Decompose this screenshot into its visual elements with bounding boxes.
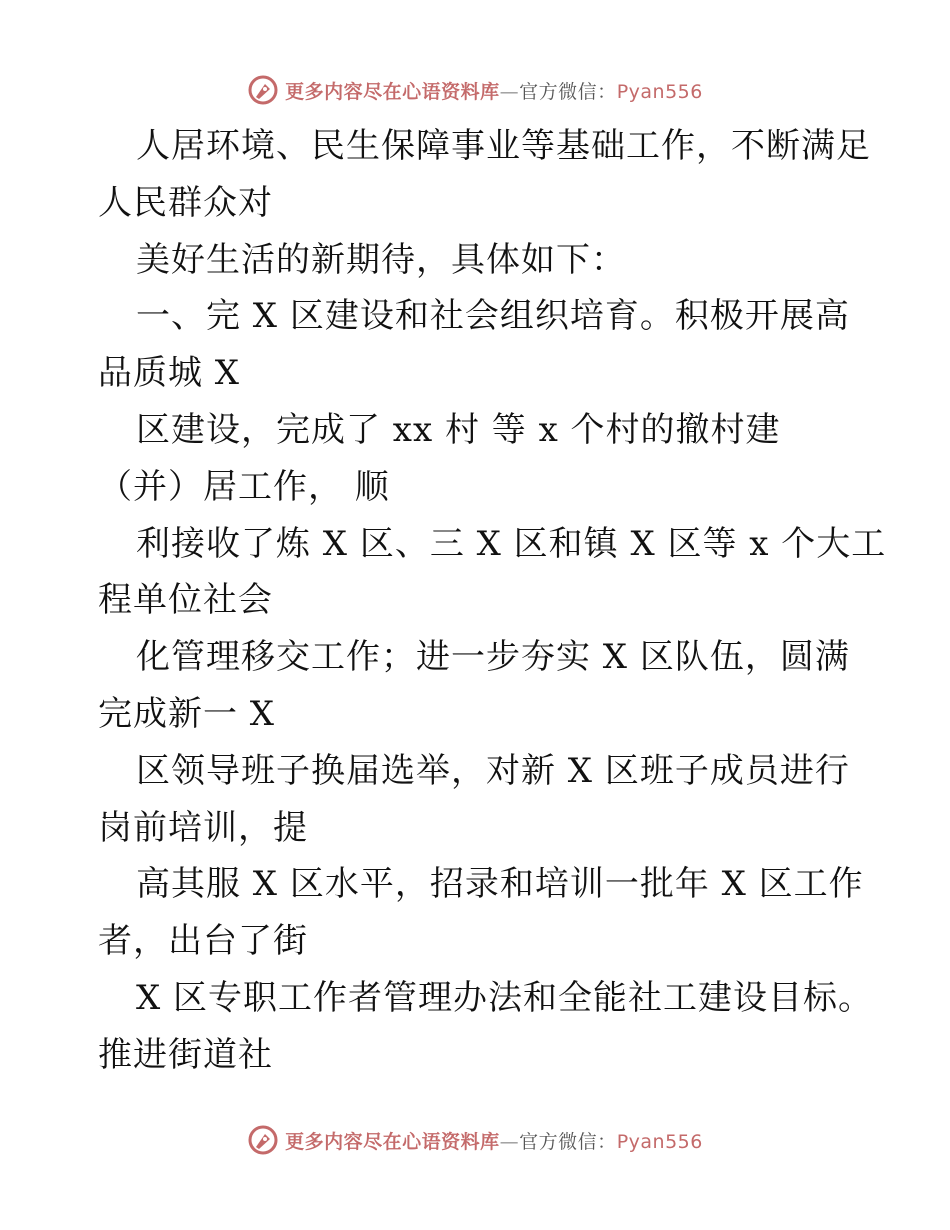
banner-label: 官方微信： [519, 80, 617, 103]
text-line: 者，出台了街 [98, 921, 308, 962]
text-line: 岗前培训，提 [98, 807, 308, 848]
banner-brand: 更多内容尽在心语资料库 [285, 1130, 500, 1153]
text-line: 品质城 X [98, 353, 241, 394]
text-line: 利接收了炼 X 区、三 X 区和镇 X 区等 x 个大工 [136, 523, 887, 564]
text-line: 人居环境、民生保障事业等基础工作，不断满足 [136, 126, 871, 166]
banner-text [285, 1127, 703, 1154]
text-line: 美好生活的新期待，具体如下： [136, 239, 626, 280]
header-banner [0, 70, 950, 110]
banner-separator: — [499, 80, 520, 103]
text-line: 区建设，完成了 xx 村 等 x 个村的撤村建 [136, 409, 781, 450]
text-line: 完成新一 X [98, 693, 276, 734]
text-line: 化管理移交工作；进一步夯实 X 区队伍，圆满 [136, 637, 850, 678]
pen-nib-logo-icon [247, 1124, 279, 1156]
footer-banner [0, 1120, 950, 1160]
pen-nib-logo-icon [247, 74, 279, 106]
document-body [98, 118, 888, 1084]
banner-label: 官方微信： [519, 1130, 617, 1153]
text-line: 推进街道社 [98, 1034, 273, 1075]
text-line: 人民群众对 [98, 182, 273, 223]
text-line: 一、完 X 区建设和社会组织培育。积极开展高 [136, 296, 850, 337]
text-line: 程单位社会 [98, 580, 273, 621]
banner-id: Pyan556 [616, 1130, 703, 1153]
text-line: 高其服 X 区水平，招录和培训一批年 X 区工作 [136, 864, 864, 905]
banner-brand: 更多内容尽在心语资料库 [285, 80, 500, 103]
banner-separator: — [499, 1130, 520, 1153]
banner-text [285, 77, 703, 104]
text-line: （并）居工作， 顺 [98, 466, 390, 507]
text-line: 区领导班子换届选举，对新 X 区班子成员进行 [136, 750, 850, 791]
banner-id: Pyan556 [616, 80, 703, 103]
text-line: X 区专职工作者管理办法和全能社工建设目标。 [136, 977, 874, 1018]
